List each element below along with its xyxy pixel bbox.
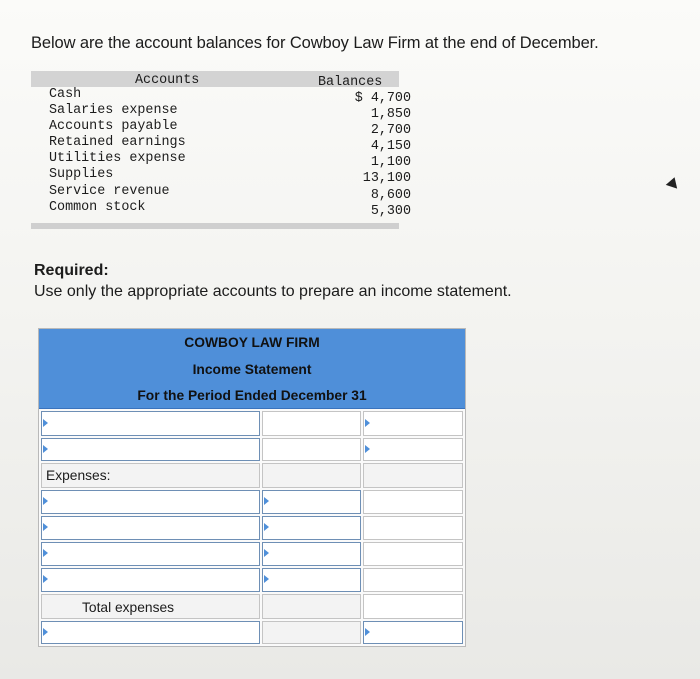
account-balances-column <box>311 91 411 220</box>
required-instructions: Use only the appropriate accounts to prepare an income statement. <box>34 283 512 300</box>
table-footer-bar <box>31 223 399 229</box>
revenue-account-select-2[interactable] <box>41 438 260 461</box>
dropdown-marker-icon <box>264 523 269 531</box>
required-section <box>34 260 512 302</box>
account-balance: 2,700 <box>370 123 411 139</box>
account-names-column <box>49 87 186 216</box>
net-income-amount-cell <box>262 621 361 644</box>
expense-total-cell-1 <box>363 490 463 514</box>
dropdown-marker-icon <box>264 549 269 557</box>
account-name: Common stock <box>49 199 146 215</box>
statement-period: For the Period Ended December 31 <box>39 383 465 409</box>
account-balance: $ 4,700 <box>354 91 411 106</box>
revenue-account-select[interactable] <box>41 411 260 436</box>
dropdown-marker-icon <box>43 549 48 557</box>
expense-amount-input-1[interactable] <box>262 490 361 514</box>
account-name: Accounts payable <box>49 119 178 135</box>
net-income-input[interactable] <box>363 621 463 644</box>
revenue-amount-input-2[interactable] <box>262 438 361 461</box>
dropdown-marker-icon <box>365 628 370 636</box>
account-name: Salaries expense <box>49 103 178 119</box>
dropdown-marker-icon <box>365 445 370 453</box>
expense-total-cell-3 <box>363 542 463 566</box>
account-balance: 8,600 <box>370 187 411 203</box>
expense-amount-input-3[interactable] <box>262 542 361 566</box>
dropdown-marker-icon <box>43 523 48 531</box>
mouse-cursor-icon <box>666 175 681 188</box>
dropdown-marker-icon <box>264 575 269 583</box>
expense-account-select-3[interactable] <box>41 542 260 566</box>
total-expenses-amount-cell <box>262 594 361 619</box>
required-title: Required: <box>34 262 109 279</box>
account-balance: 13,100 <box>362 171 411 187</box>
expenses-label-amount-cell <box>262 463 361 488</box>
statement-title: Income Statement <box>39 356 465 384</box>
expense-account-select-4[interactable] <box>41 568 260 592</box>
account-name: Service revenue <box>49 183 170 199</box>
dropdown-marker-icon <box>43 575 48 583</box>
expense-total-cell-2 <box>363 516 463 540</box>
expenses-label-total-cell <box>363 463 463 488</box>
expenses-label: Expenses: <box>41 463 260 488</box>
expense-amount-input-4[interactable] <box>262 568 361 592</box>
account-name: Retained earnings <box>49 135 186 151</box>
account-name: Cash <box>49 87 82 102</box>
account-balance: 5,300 <box>370 203 411 219</box>
expense-total-cell-4 <box>363 568 463 592</box>
total-expenses-input[interactable] <box>363 594 463 619</box>
expense-account-select-1[interactable] <box>41 490 260 514</box>
revenue-amount-input[interactable] <box>262 411 361 436</box>
account-name: Utilities expense <box>49 151 186 167</box>
dropdown-marker-icon <box>43 445 48 453</box>
dropdown-marker-icon <box>365 419 370 427</box>
column-header-accounts: Accounts <box>135 73 200 88</box>
account-name: Supplies <box>49 167 114 183</box>
dropdown-marker-icon <box>43 419 48 427</box>
revenue-total-input[interactable] <box>363 411 463 436</box>
total-expenses-label: Total expenses <box>41 594 260 619</box>
statement-company-name: COWBOY LAW FIRM <box>39 329 465 357</box>
income-statement-form <box>38 328 466 647</box>
account-balance: 4,150 <box>370 139 411 155</box>
dropdown-marker-icon <box>264 497 269 505</box>
account-balances-table <box>31 71 411 229</box>
net-income-select[interactable] <box>41 621 260 644</box>
dropdown-marker-icon <box>43 497 48 505</box>
net-revenue-input[interactable] <box>363 438 463 461</box>
account-balance: 1,100 <box>370 155 411 171</box>
column-header-balances: Balances <box>318 75 383 90</box>
dropdown-marker-icon <box>43 628 48 636</box>
account-balance: 1,850 <box>370 107 411 123</box>
expense-amount-input-2[interactable] <box>262 516 361 540</box>
expense-account-select-2[interactable] <box>41 516 260 540</box>
intro-text: Below are the account balances for Cowboy Law Firm at the end of December. <box>31 34 599 52</box>
